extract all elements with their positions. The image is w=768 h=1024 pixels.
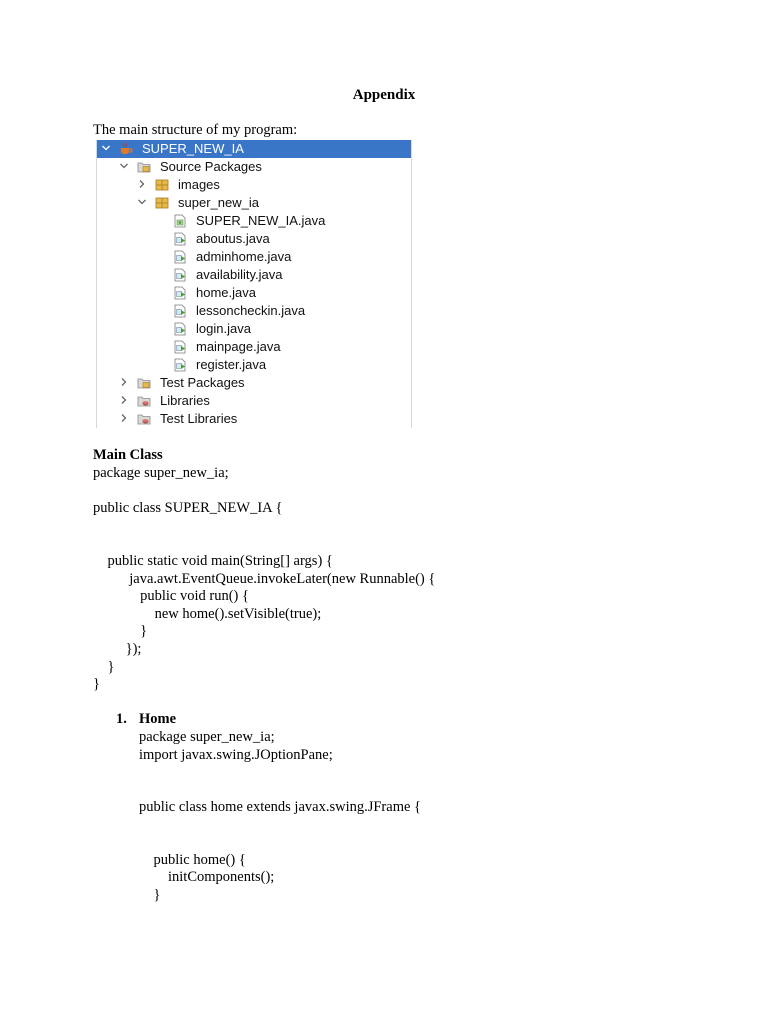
- tree-item[interactable]: [97, 140, 411, 158]
- tree-item[interactable]: [97, 266, 411, 284]
- tree-item[interactable]: [97, 302, 411, 320]
- java-main-file-icon: [173, 214, 187, 228]
- tree-item-label: super_new_ia: [178, 195, 259, 210]
- code-line: package super_new_ia;: [93, 465, 229, 481]
- code-line: public void run() {: [93, 588, 249, 605]
- tree-item-label: Source Packages: [160, 159, 262, 174]
- java-form-file-icon: [173, 268, 187, 282]
- tree-item-label: images: [178, 177, 220, 192]
- tree-item-label: home.java: [196, 285, 256, 300]
- tree-item[interactable]: [97, 392, 411, 410]
- intro-text: The main structure of my program:: [93, 122, 298, 138]
- coffee-cup-icon: [119, 142, 133, 156]
- tree-item[interactable]: [97, 176, 411, 194]
- section-heading: Home: [139, 711, 177, 727]
- code-line: }: [93, 623, 148, 640]
- tree-item[interactable]: [97, 410, 411, 428]
- tree-item-label: adminhome.java: [196, 249, 292, 264]
- tree-item-label: aboutus.java: [196, 231, 270, 246]
- code-line: public class SUPER_NEW_IA {: [93, 500, 283, 517]
- source-folder-icon: [137, 160, 151, 174]
- tree-item[interactable]: [97, 194, 411, 212]
- section-number: 1.: [116, 711, 127, 727]
- chevron-right-icon[interactable]: [119, 395, 129, 405]
- tree-item[interactable]: [97, 320, 411, 338]
- java-form-file-icon: [173, 286, 187, 300]
- tree-item-label: mainpage.java: [196, 339, 281, 354]
- java-form-file-icon: [173, 340, 187, 354]
- chevron-down-icon[interactable]: [137, 197, 147, 207]
- library-folder-icon: [137, 394, 151, 408]
- code-line: package super_new_ia;: [139, 729, 275, 745]
- tree-item-label: SUPER_NEW_IA.java: [196, 213, 326, 228]
- code-line: import javax.swing.JOptionPane;: [139, 746, 333, 763]
- code-line: initComponents();: [139, 869, 275, 885]
- java-form-file-icon: [173, 304, 187, 318]
- code-line: }: [139, 886, 161, 903]
- tree-item[interactable]: [97, 338, 411, 356]
- code-line: });: [93, 641, 142, 657]
- chevron-right-icon[interactable]: [119, 377, 129, 387]
- tree-item[interactable]: [97, 230, 411, 248]
- tree-item[interactable]: [97, 374, 411, 392]
- tree-item[interactable]: [97, 248, 411, 266]
- tree-item-label: lessoncheckin.java: [196, 303, 306, 318]
- code-line: new home().setVisible(true);: [93, 605, 322, 622]
- code-line: public home() {: [139, 851, 246, 868]
- main-class-heading: Main Class: [93, 447, 163, 463]
- package-icon: [155, 196, 169, 210]
- chevron-down-icon[interactable]: [119, 161, 129, 171]
- library-folder-icon: [137, 412, 151, 426]
- tree-item-label: availability.java: [196, 267, 283, 282]
- code-line: }: [93, 658, 115, 675]
- project-tree: [96, 140, 412, 428]
- code-line: java.awt.EventQueue.invokeLater(new Runnable() {: [93, 570, 436, 587]
- tree-item-label: register.java: [196, 357, 267, 372]
- tree-item-label: Libraries: [160, 393, 210, 408]
- tree-item-label: SUPER_NEW_IA: [142, 141, 244, 156]
- test-folder-icon: [137, 376, 151, 390]
- chevron-right-icon[interactable]: [119, 413, 129, 423]
- package-icon: [155, 178, 169, 192]
- page-title: Appendix: [352, 87, 416, 103]
- java-form-file-icon: [173, 358, 187, 372]
- code-line: }: [93, 676, 100, 693]
- chevron-down-icon[interactable]: [101, 143, 111, 153]
- tree-item-label: Test Packages: [160, 375, 245, 390]
- java-form-file-icon: [173, 322, 187, 336]
- tree-item[interactable]: [97, 158, 411, 176]
- tree-item[interactable]: [97, 212, 411, 230]
- tree-item-label: Test Libraries: [160, 411, 238, 426]
- java-form-file-icon: [173, 250, 187, 264]
- tree-item[interactable]: [97, 356, 411, 374]
- java-form-file-icon: [173, 232, 187, 246]
- tree-item[interactable]: [97, 284, 411, 302]
- tree-item-label: login.java: [196, 321, 251, 336]
- code-line: public static void main(String[] args) {: [93, 553, 333, 569]
- chevron-right-icon[interactable]: [137, 179, 147, 189]
- code-line: public class home extends javax.swing.JFrame {: [139, 799, 421, 815]
